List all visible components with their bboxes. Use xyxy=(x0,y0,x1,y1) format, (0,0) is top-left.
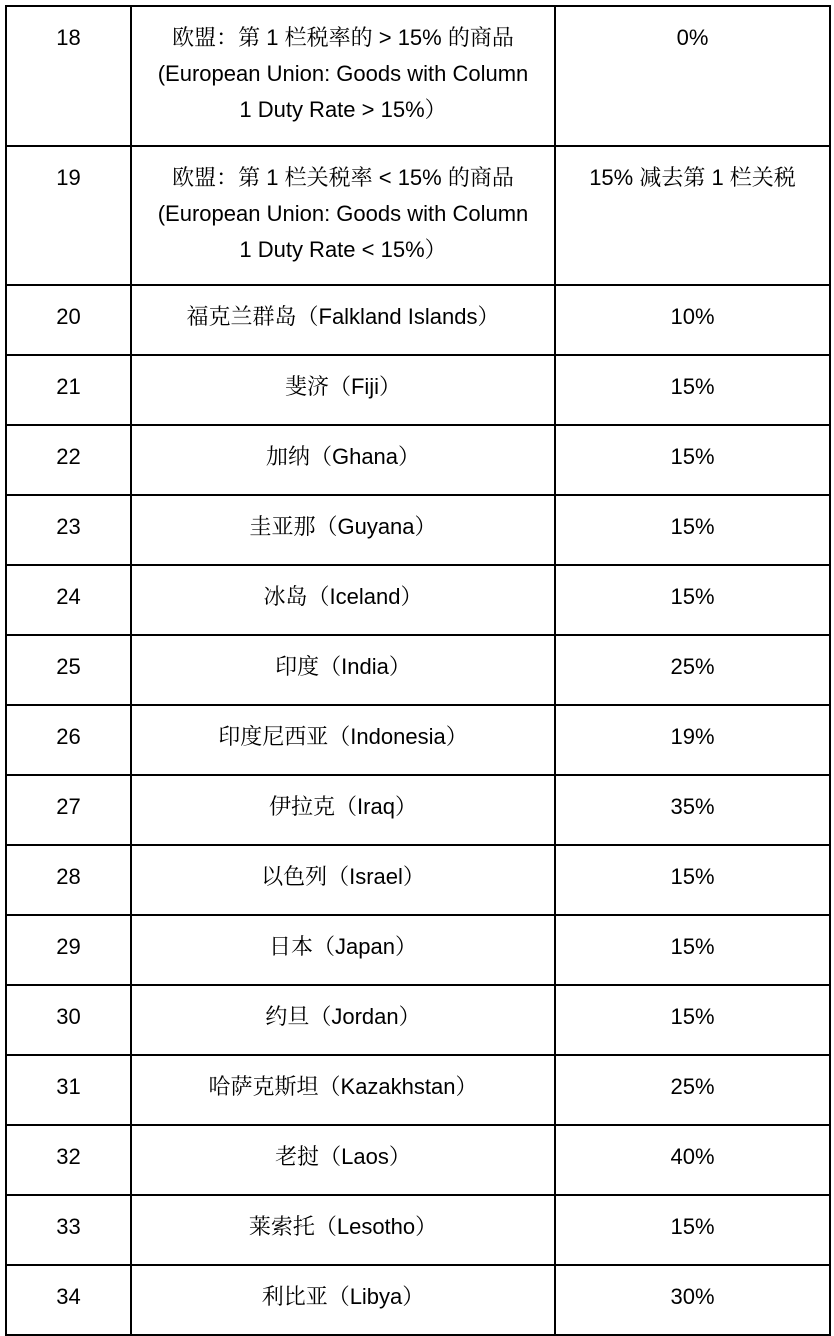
rate-cell: 15% xyxy=(555,425,830,495)
rate-cell: 15% xyxy=(555,565,830,635)
item-cell xyxy=(131,1265,555,1335)
rate-cell: 15% xyxy=(555,985,830,1055)
item-cell xyxy=(131,915,555,985)
item-line: 伊拉克（Iraq） xyxy=(269,794,417,819)
row-number-cell: 24 xyxy=(6,565,131,635)
item-line: 加纳（Ghana） xyxy=(265,444,421,469)
item-line: 日本（Japan） xyxy=(269,934,417,959)
rate-cell: 40% xyxy=(555,1125,830,1195)
rate-cell: 30% xyxy=(555,1265,830,1335)
rate-cell: 25% xyxy=(555,635,830,705)
item-line: 哈萨克斯坦（Kazakhstan） xyxy=(208,1074,478,1099)
item-cell xyxy=(131,775,555,845)
rate-cell: 35% xyxy=(555,775,830,845)
item-cell xyxy=(131,1125,555,1195)
row-number-cell: 20 xyxy=(6,285,131,355)
row-number-cell: 23 xyxy=(6,495,131,565)
table-row xyxy=(6,355,830,425)
tariff-table-body xyxy=(6,6,830,1335)
table-row xyxy=(6,1055,830,1125)
row-number-cell: 19 xyxy=(6,146,131,285)
item-line: 莱索托（Lesotho） xyxy=(248,1214,438,1239)
item-line: 欧盟：第 1 栏关税率 < 15% 的商品 xyxy=(172,165,514,190)
row-number-cell: 32 xyxy=(6,1125,131,1195)
row-number-cell: 29 xyxy=(6,915,131,985)
table-row xyxy=(6,985,830,1055)
table-row xyxy=(6,1195,830,1265)
rate-cell: 0% xyxy=(555,6,830,146)
table-row xyxy=(6,1265,830,1335)
item-line: 印度尼西亚（Indonesia） xyxy=(218,724,468,749)
table-row xyxy=(6,565,830,635)
item-line: 利比亚（Libya） xyxy=(261,1284,425,1309)
item-cell xyxy=(131,1055,555,1125)
item-cell xyxy=(131,565,555,635)
item-cell xyxy=(131,705,555,775)
table-row xyxy=(6,845,830,915)
table-row xyxy=(6,285,830,355)
item-line: 老挝（Laos） xyxy=(275,1144,411,1169)
item-cell xyxy=(131,285,555,355)
rate-cell: 15% 减去第 1 栏关税 xyxy=(555,146,830,285)
table-row xyxy=(6,635,830,705)
rate-cell: 10% xyxy=(555,285,830,355)
item-cell xyxy=(131,635,555,705)
item-cell xyxy=(131,845,555,915)
item-line: 欧盟：第 1 栏税率的 > 15% 的商品 xyxy=(172,25,514,50)
item-line: (European Union: Goods with Column xyxy=(157,61,529,86)
table-row xyxy=(6,1125,830,1195)
row-number-cell: 18 xyxy=(6,6,131,146)
table-row xyxy=(6,915,830,985)
rate-cell: 15% xyxy=(555,495,830,565)
item-line: 斐济（Fiji） xyxy=(284,374,402,399)
item-line: 印度（India） xyxy=(275,654,411,679)
item-line: 以色列（Israel） xyxy=(261,864,425,889)
row-number-cell: 34 xyxy=(6,1265,131,1335)
item-cell xyxy=(131,1195,555,1265)
table-row xyxy=(6,146,830,285)
item-line: 福克兰群岛（Falkland Islands） xyxy=(186,304,500,329)
row-number-cell: 21 xyxy=(6,355,131,425)
table-row xyxy=(6,775,830,845)
item-line: (European Union: Goods with Column xyxy=(157,201,529,226)
row-number-cell: 30 xyxy=(6,985,131,1055)
row-number-cell: 28 xyxy=(6,845,131,915)
item-line: 圭亚那（Guyana） xyxy=(249,514,437,539)
item-cell xyxy=(131,985,555,1055)
item-line: 1 Duty Rate > 15%） xyxy=(239,97,447,122)
row-number-cell: 27 xyxy=(6,775,131,845)
table-row xyxy=(6,495,830,565)
rate-cell: 25% xyxy=(555,1055,830,1125)
item-line: 冰岛（Iceland） xyxy=(263,584,423,609)
rate-cell: 15% xyxy=(555,1195,830,1265)
item-line: 约旦（Jordan） xyxy=(265,1004,421,1029)
item-cell xyxy=(131,355,555,425)
rate-cell: 15% xyxy=(555,355,830,425)
item-line: 1 Duty Rate < 15%） xyxy=(239,237,447,262)
item-cell xyxy=(131,6,555,146)
row-number-cell: 22 xyxy=(6,425,131,495)
item-cell xyxy=(131,146,555,285)
row-number-cell: 31 xyxy=(6,1055,131,1125)
row-number-cell: 33 xyxy=(6,1195,131,1265)
tariff-table xyxy=(5,5,831,1336)
row-number-cell: 26 xyxy=(6,705,131,775)
rate-cell: 15% xyxy=(555,845,830,915)
item-cell xyxy=(131,425,555,495)
rate-cell: 15% xyxy=(555,915,830,985)
table-row xyxy=(6,705,830,775)
table-row xyxy=(6,425,830,495)
rate-cell: 19% xyxy=(555,705,830,775)
row-number-cell: 25 xyxy=(6,635,131,705)
item-cell xyxy=(131,495,555,565)
table-row xyxy=(6,6,830,146)
